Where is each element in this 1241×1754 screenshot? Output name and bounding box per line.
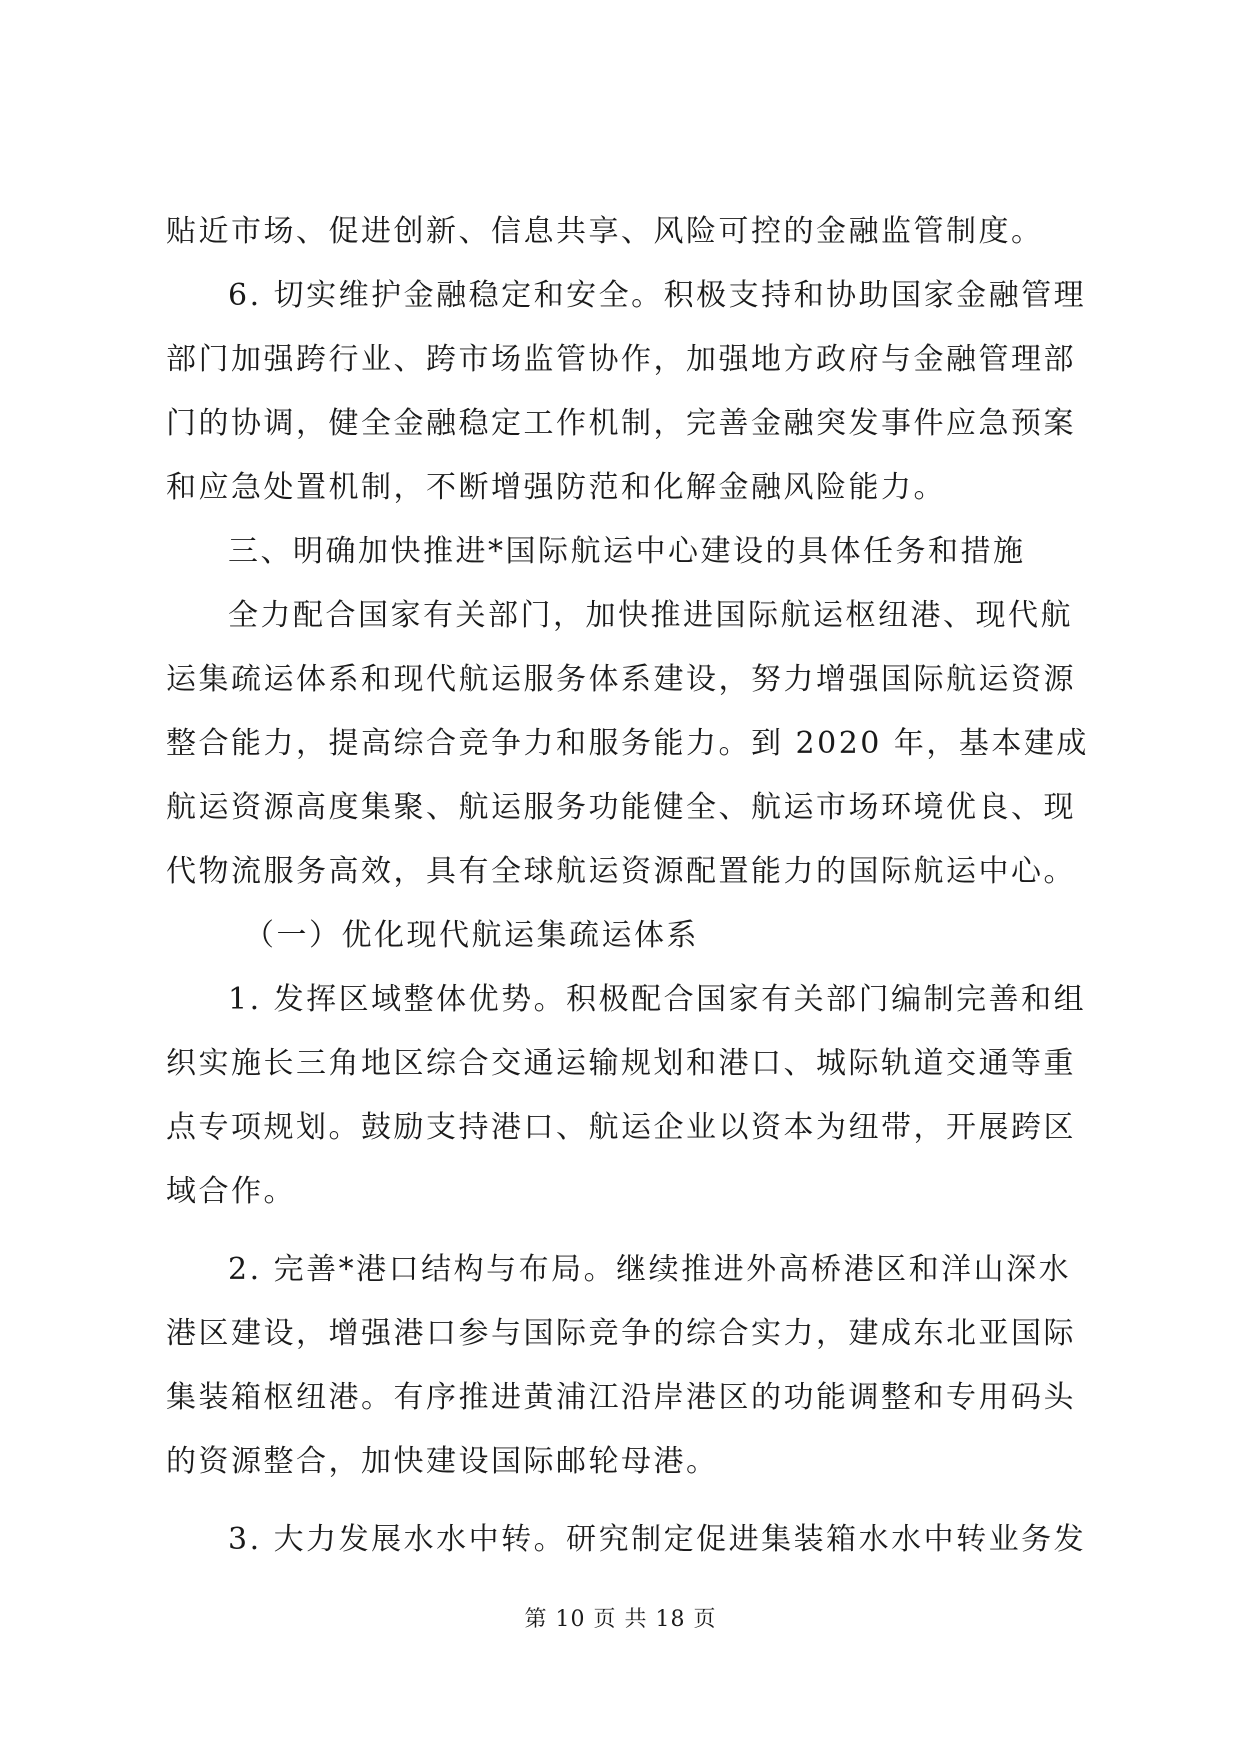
paragraph-line: 贴近市场、促进创新、信息共享、风险可控的金融监管制度。 (166, 214, 1044, 249)
paragraph-line: 代物流服务高效，具有全球航运资源配置能力的国际航运中心。 (166, 854, 1076, 889)
paragraph-line: 部门加强跨行业、跨市场监管协作，加强地方政府与金融管理部 (166, 342, 1076, 377)
paragraph-line: 的资源整合，加快建设国际邮轮母港。 (166, 1444, 719, 1479)
paragraph-line: 点专项规划。鼓励支持港口、航运企业以资本为纽带，开展跨区 (166, 1110, 1076, 1145)
paragraph-line: 织实施长三角地区综合交通运输规划和港口、城际轨道交通等重 (166, 1046, 1076, 1081)
paragraph-line: 集装箱枢纽港。有序推进黄浦江沿岸港区的功能调整和专用码头 (166, 1380, 1076, 1415)
paragraph-line: 航运资源高度集聚、航运服务功能健全、航运市场环境优良、现 (166, 790, 1076, 825)
paragraph-line: 全力配合国家有关部门，加快推进国际航运枢纽港、现代航 (228, 598, 1073, 633)
paragraph-line: 6. 切实维护金融稳定和安全。积极支持和协助国家金融管理 (228, 278, 1087, 313)
paragraph-line: 域合作。 (166, 1174, 296, 1209)
paragraph-line: 3. 大力发展水水中转。研究制定促进集装箱水水中转业务发 (228, 1522, 1087, 1557)
paragraph-line: 1. 发挥区域整体优势。积极配合国家有关部门编制完善和组 (228, 982, 1087, 1017)
paragraph-line: 2. 完善*港口结构与布局。继续推进外高桥港区和洋山深水 (228, 1252, 1072, 1287)
paragraph-line: 整合能力，提高综合竞争力和服务能力。到 2020 年，基本建成 (166, 726, 1089, 761)
section-heading: 三、明确加快推进*国际航运中心建设的具体任务和措施 (228, 534, 1026, 569)
page-footer: 第 10 页 共 18 页 (524, 1607, 717, 1632)
paragraph-line: 运集疏运体系和现代航运服务体系建设，努力增强国际航运资源 (166, 662, 1076, 697)
paragraph-line: 和应急处置机制，不断增强防范和化解金融风险能力。 (166, 470, 946, 505)
paragraph-line: 港区建设，增强港口参与国际竞争的综合实力，建成东北亚国际 (166, 1316, 1076, 1351)
body-text (166, 200, 1089, 1572)
subsection-heading: （一）优化现代航运集疏运体系 (244, 918, 699, 953)
paragraph-line: 门的协调，健全金融稳定工作机制，完善金融突发事件应急预案 (166, 406, 1076, 441)
